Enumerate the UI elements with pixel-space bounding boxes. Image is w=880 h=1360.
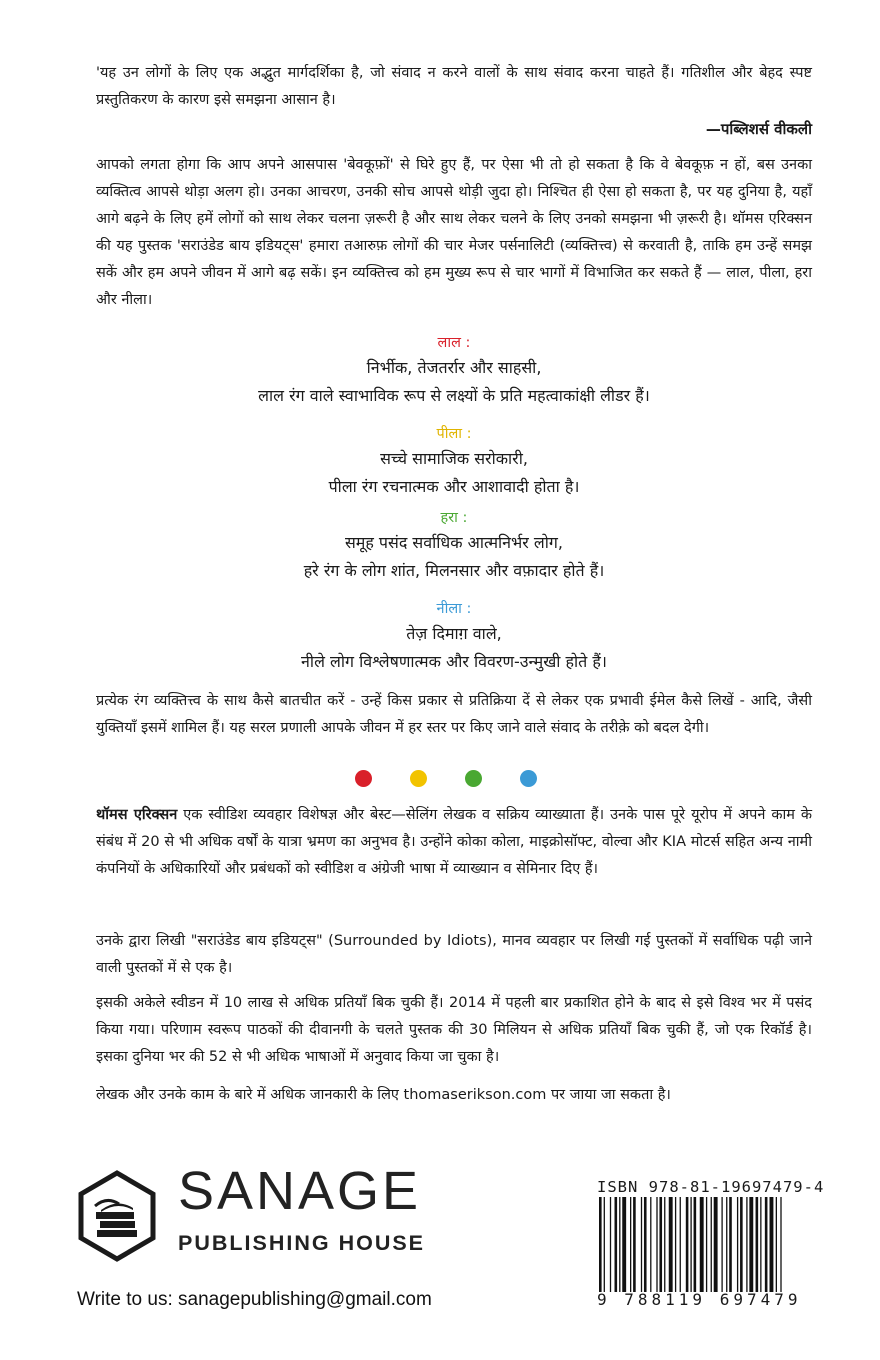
barcode-bar [700,1197,704,1292]
barcode-bar [770,1197,774,1292]
publisher-contact: Write to us: sanagepublishing@gmail.com [77,1289,432,1310]
barcode-bar [659,1197,662,1292]
barcode-bar [780,1197,781,1292]
color-dots [355,770,537,787]
blue-dot-icon [520,770,537,787]
barcode-bar [729,1197,732,1292]
color-blue-block [96,598,812,676]
barcode-bar [721,1197,722,1292]
barcode-bar [610,1197,611,1292]
review-attribution: —पब्लिशर्स वीकली [705,120,812,138]
barcode-bar [760,1197,761,1292]
barcode-bar [740,1197,743,1292]
color-yellow-label: पीला : [436,426,472,442]
barcode-bar [622,1197,626,1292]
review-quote: 'यह उन लोगों के लिए एक अद्भुत मार्गदर्शिका है, जो संवाद न करने वालों के साथ संवाद करना चाहते हैं। गतिशील और बेहद स्पष्ट प्रस्तुतिकरण के कारण इसे समझना आसान है। [96,65,812,108]
tips-paragraph: प्रत्येक रंग व्यक्तित्त्व के साथ कैसे बातचीत करें - उन्हें किस प्रकार से प्रतिक्रिया दें से लेकर एक प्रभावी ईमेल कैसे लिखें - आदि, जैसी युक्तियाँ इसमें शामिल हैं। यह सरल प्रणाली आपके जीवन में हर स्तर पर किए जाने वाले संवाद के तरीक़े को बदल देगी। [96,693,812,736]
barcode-bar [641,1197,642,1292]
barcode-bar [746,1197,747,1292]
barcode-bar [619,1197,620,1292]
barcode-bar [706,1197,707,1292]
barcode-bar [644,1197,647,1292]
barcode-bar [690,1197,691,1292]
color-blue-line1: तेज़ दिमाग़ वाले, [406,624,502,643]
author-more-info: लेखक और उनके काम के बारे में अधिक जानकारी के लिए thomaserikson.com पर जाया जा सकता है। [96,1087,671,1103]
barcode-bar [686,1197,689,1292]
barcode-bar [765,1197,768,1292]
barcode-bar [633,1197,636,1292]
color-red-line2: लाल रंग वाले स्वाभाविक रूप से लक्ष्यों के प्रति महत्वाकांक्षी लीडर हैं। [258,386,650,405]
barcode-bar [737,1197,738,1292]
color-red-label: लाल : [437,335,471,351]
author-bio [96,802,812,883]
color-green-label: हरा : [440,510,468,526]
color-yellow-line1: सच्चे सामाजिक सरोकारी, [380,449,528,468]
green-dot-icon [465,770,482,787]
yellow-dot-icon [410,770,427,787]
barcode-bar [664,1197,665,1292]
color-red-line1: निर्भीक, तेजतर्रार और साहसी, [366,358,542,377]
author-sales: इसकी अकेले स्वीडन में 10 लाख से अधिक प्रतियाँ बिक चुकी हैं। 2014 में पहली बार प्रकाशित होने के बाद से इसे विश्व भर में पसंद किया गया। परिणाम स्वरूप पाठकों की दीवानगी के चलते पुस्तक की 30 मिलियन से अधिक प्रतियाँ बिक चुकी हैं, जो एक रिकॉर्ड है। इसका दुनिया भर की 52 से भी अधिक भाषाओं में अनुवाद किया जा चुका है। [96,995,812,1065]
barcode-bar [650,1197,651,1292]
color-yellow-block [96,423,812,501]
barcode-bar [615,1197,618,1292]
color-green-line1: समूह पसंद सर्वाधिक आत्मनिर्भर लोग, [344,533,564,552]
publisher-logo-icon [77,1170,157,1262]
barcode-bar [675,1197,676,1292]
barcode-bar [604,1197,605,1292]
barcode-bar [714,1197,718,1292]
red-dot-icon [355,770,372,787]
barcode-bar [656,1197,657,1292]
barcode-bar [711,1197,712,1292]
barcode-bar [776,1197,777,1292]
color-blue-line2: नीले लोग विश्लेषणात्मक और विवरण-उन्मुखी होते हैं। [301,652,607,671]
color-green-line2: हरे रंग के लोग शांत, मिलनसार और वफ़ादार होते हैं। [303,561,605,580]
isbn-label: ISBN 978-81-19697479-4 [597,1178,825,1196]
author-books: उनके द्वारा लिखी "सराउंडेड बाय इडियट्स" (Surrounded by Idiots), मानव व्यवहार पर लिखी गई पुस्तकों में सर्वाधिक पढ़ी जाने वाली पुस्तकों में से एक है। [96,933,812,976]
barcode-icon [597,1197,829,1292]
author-name: थॉमस एरिक्सन [96,807,178,823]
barcode-bar [756,1197,759,1292]
barcode-bar [630,1197,631,1292]
intro-paragraph: आपको लगता होगा कि आप अपने आसपास 'बेवकूफ़ों' से घिरे हुए हैं, पर ऐसा भी तो हो सकता है कि वे बेवकूफ़ न हों, बस उनका व्यक्तित्व आपसे थोड़ा अलग हो। उनका आचरण, उनकी सोच आपसे थोड़ी जुदा हो। निश्चित ही ऐसा हो सकता है, पर यह दुनिया है, यहाँ आगे बढ़ने के लिए हमें लोगों को साथ लेकर चलना ज़रूरी है और साथ लेकर चलने के लिए उनको समझना भी ज़रूरी है। थॉमस एरिक्सन की यह पुस्तक 'सराउंडेड बाय इडियट्स' हमारा तआरुफ़ लोगों की चार मेजर पर्सनालिटी (व्यक्तित्त्व) से करवाती है, ताकि हम उन्हें समझ सकें और हम अपने जीवन में आगे बढ़ सकें। इन व्यक्तित्त्व को हम मुख्य रूप से चार भागों में विभाजित कर सकते हैं — लाल, पीला, हरा और नीला। [96,157,812,308]
barcode-bar [669,1197,673,1292]
author-bio-text: एक स्वीडिश व्यवहार विशेषज्ञ और बेस्ट—सेलिंग लेखक व सक्रिय व्याख्याता हैं। उनके पास पूरे यूरोप में अपने काम के संबंध में 20 से भी अधिक वर्षों के यात्रा भ्रमण का अनुभव है। उन्होंने कोका कोला, माइक्रोसॉफ्ट, वोल्वा और KIA मोटर्स सहित अन्य नामी कंपनियों के अधिकारियों और प्रबंधकों को स्वीडिश व अंग्रेजी भाषा में व्याख्यान व सेमिनार दिए हैं। [96,807,812,877]
color-green-block [96,507,812,585]
barcode-bar [749,1197,753,1292]
barcode-bar [680,1197,681,1292]
publisher-subtitle: PUBLISHING HOUSE [178,1231,426,1255]
color-yellow-line2: पीला रंग रचनात्मक और आशावादी होता है। [328,477,580,496]
color-blue-label: नीला : [436,601,472,617]
color-red-block [96,332,812,410]
barcode-bar [694,1197,697,1292]
publisher-name: SANAGE [178,1161,422,1221]
barcode-bar [726,1197,727,1292]
barcode-digits: 9 788119 697479 [597,1290,802,1309]
barcode-bar [599,1197,602,1292]
